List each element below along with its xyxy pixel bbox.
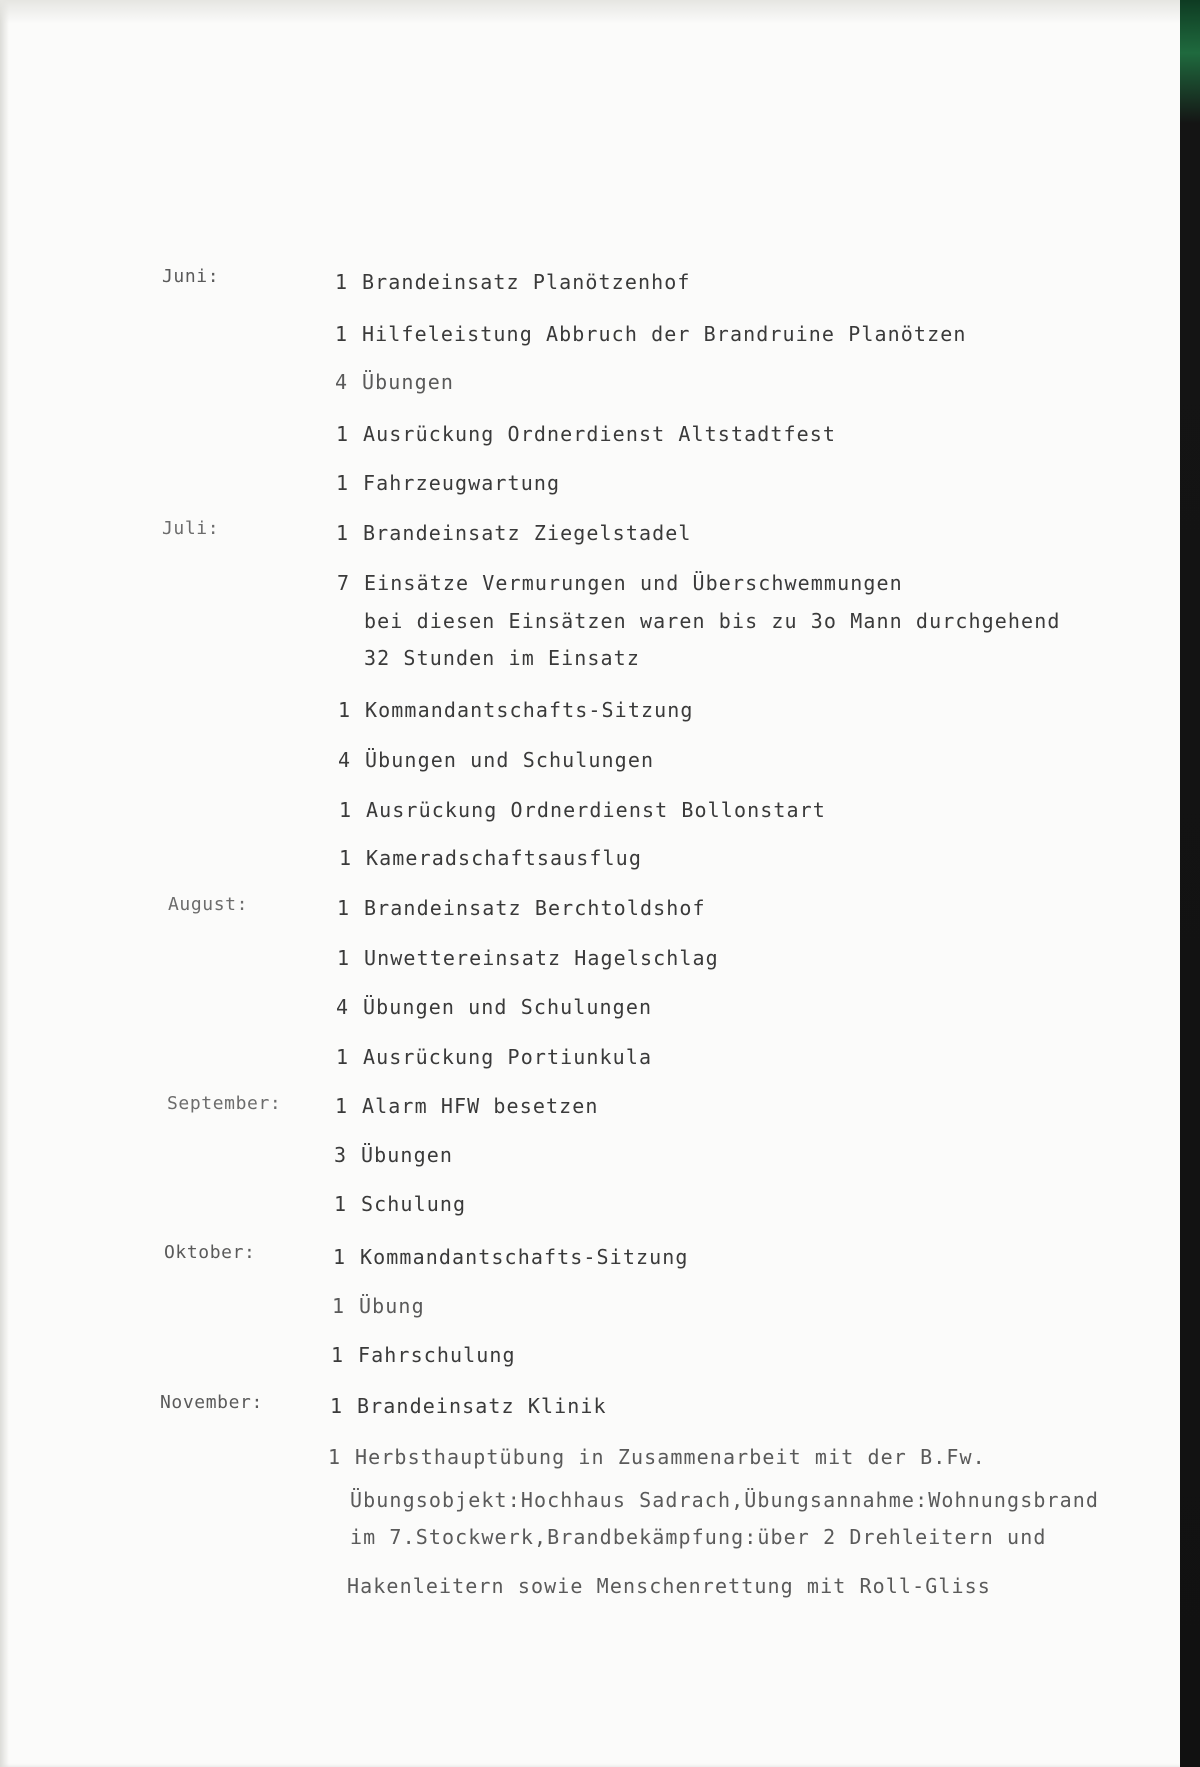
month-label-oktober: Oktober:	[164, 1242, 256, 1263]
entry-text: Brandeinsatz Berchtoldshof	[364, 896, 706, 920]
entry-juli-3	[338, 698, 694, 722]
entry-text: Ausrückung Ordnerdienst Altstadtfest	[363, 422, 837, 446]
entry-oktober-1	[333, 1245, 689, 1269]
entry-count: 1	[339, 798, 353, 822]
entry-text: Brandeinsatz Planötzenhof	[362, 270, 691, 294]
entry-text: Kommandantschafts-Sitzung	[360, 1245, 689, 1269]
entry-juni-1	[335, 270, 691, 294]
entry-count: 1	[335, 270, 349, 294]
entry-november-2-continuation: im 7.Stockwerk,Brandbekämpfung:über 2 Drehleitern und	[350, 1525, 1047, 1549]
month-label-august: August:	[168, 894, 249, 915]
month-label-juli: Juli:	[162, 518, 220, 539]
entry-count: 3	[334, 1143, 348, 1167]
entry-text: Fahrzeugwartung	[363, 471, 561, 495]
entry-count: 4	[335, 370, 349, 394]
month-label-september: September:	[167, 1093, 282, 1114]
entry-juli-2	[337, 571, 903, 595]
entry-count: 4	[336, 995, 350, 1019]
entry-text: Hilfeleistung Abbruch der Brandruine Planötzen	[362, 322, 967, 346]
entry-text: Unwettereinsatz Hagelschlag	[364, 946, 719, 970]
entry-text: Alarm HFW besetzen	[362, 1094, 599, 1118]
entry-text: Kameradschaftsausflug	[366, 846, 642, 870]
entry-november-2-continuation: Übungsobjekt:Hochhaus Sadrach,Übungsannahme:Wohnungsbrand	[350, 1488, 1100, 1512]
entry-count: 1	[332, 1294, 346, 1318]
entry-count: 1	[336, 471, 350, 495]
entry-text: Schulung	[361, 1192, 467, 1216]
entry-text: Fahrschulung	[358, 1343, 516, 1367]
page-left-shadow	[0, 0, 9, 1767]
entry-text: Einsätze Vermurungen und Überschwemmungen	[364, 571, 903, 595]
entry-count: 1	[338, 698, 352, 722]
entry-count: 1	[337, 946, 351, 970]
entry-count: 1	[328, 1445, 342, 1469]
entry-oktober-3	[331, 1343, 516, 1367]
entry-count: 1	[335, 1094, 349, 1118]
entry-august-1	[337, 896, 706, 920]
entry-august-2	[337, 946, 719, 970]
entry-juli-4	[338, 748, 654, 772]
entry-juli-1	[336, 521, 692, 545]
entry-november-1	[330, 1394, 607, 1418]
entry-november-2-continuation: Hakenleitern sowie Menschenrettung mit Roll-Gliss	[347, 1574, 991, 1598]
entry-count: 1	[330, 1394, 344, 1418]
entry-count: 1	[336, 521, 350, 545]
entry-text: Übungen	[362, 370, 454, 394]
entry-juli-5	[339, 798, 826, 822]
entry-text: Brandeinsatz Klinik	[357, 1394, 607, 1418]
entry-count: 7	[337, 571, 351, 595]
entry-august-3	[336, 995, 652, 1019]
entry-text: Kommandantschafts-Sitzung	[365, 698, 694, 722]
entry-count: 1	[335, 322, 349, 346]
entry-november-2	[328, 1445, 986, 1469]
entry-juni-3	[335, 370, 454, 394]
entry-juli-6	[339, 846, 642, 870]
entry-count: 1	[336, 1045, 350, 1069]
entry-count: 1	[339, 846, 353, 870]
entry-text: Übungen	[361, 1143, 453, 1167]
month-label-juni: Juni:	[162, 266, 220, 287]
entry-text: Herbsthauptübung in Zusammenarbeit mit der B.Fw.	[355, 1445, 986, 1469]
month-label-november: November:	[160, 1392, 263, 1413]
entry-count: 4	[338, 748, 352, 772]
entry-text: Übung	[359, 1294, 425, 1318]
entry-text: Ausrückung Ordnerdienst Bollonstart	[366, 798, 826, 822]
entry-juni-2	[335, 322, 967, 346]
entry-count: 1	[333, 1245, 347, 1269]
entry-count: 1	[331, 1343, 345, 1367]
entry-text: Ausrückung Portiunkula	[363, 1045, 653, 1069]
page-top-shadow	[0, 0, 1186, 24]
entry-september-3	[334, 1192, 466, 1216]
entry-september-2	[334, 1143, 453, 1167]
entry-text: Brandeinsatz Ziegelstadel	[363, 521, 692, 545]
entry-september-1	[335, 1094, 599, 1118]
entry-oktober-2	[332, 1294, 425, 1318]
entry-count: 1	[336, 422, 350, 446]
entry-count: 1	[337, 896, 351, 920]
entry-count: 1	[334, 1192, 348, 1216]
entry-juli-2-continuation: bei diesen Einsätzen waren bis zu 3o Mann durchgehend	[364, 609, 1061, 633]
entry-text: Übungen und Schulungen	[365, 748, 655, 772]
entry-juni-4	[336, 422, 836, 446]
scan-background-edge	[1180, 0, 1200, 1767]
entry-juni-5	[336, 471, 560, 495]
entry-text: Übungen und Schulungen	[363, 995, 653, 1019]
entry-juli-2-continuation: 32 Stunden im Einsatz	[364, 646, 640, 670]
entry-august-4	[336, 1045, 652, 1069]
